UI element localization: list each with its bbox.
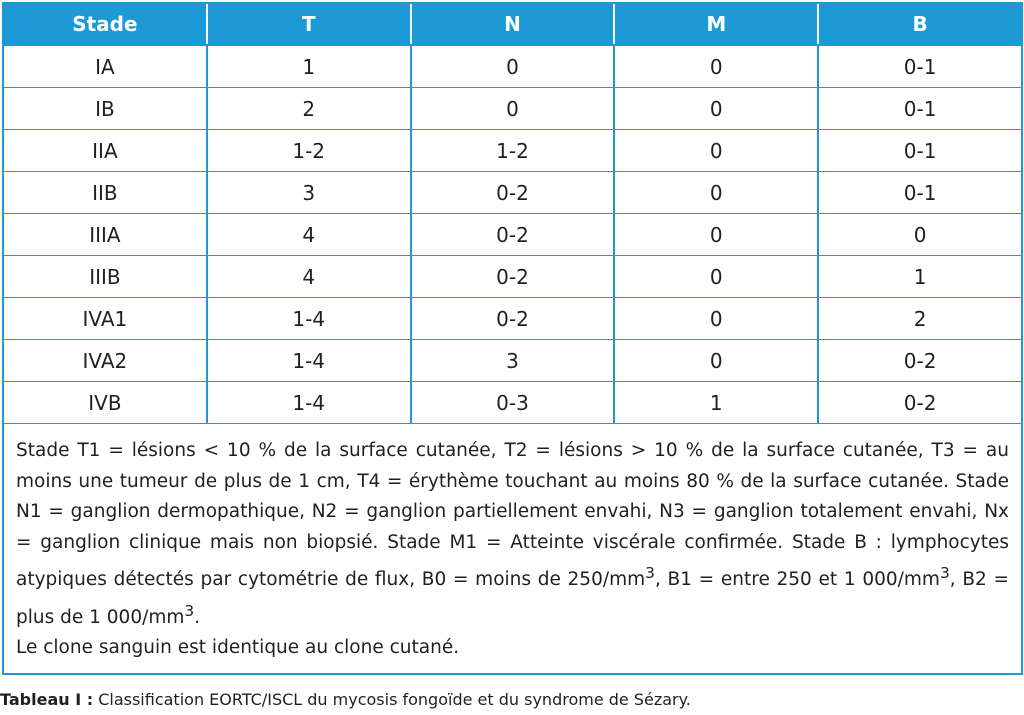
cell-stade: IIA xyxy=(4,130,208,171)
notes-line: Le clone sanguin est identique au clone cutané. xyxy=(16,637,460,659)
table-row xyxy=(4,88,1021,130)
cell-n: 0-2 xyxy=(412,172,616,213)
table-row xyxy=(4,298,1021,340)
table-row xyxy=(4,256,1021,298)
table-caption xyxy=(0,690,691,709)
cell-b: 0-1 xyxy=(903,96,937,121)
cell-b: 0-1 xyxy=(903,54,937,79)
cell-b: 0-1 xyxy=(903,138,937,163)
cell-t: 1-4 xyxy=(208,340,412,381)
cell-n: 1-2 xyxy=(412,130,616,171)
cell-n: 0-2 xyxy=(412,214,616,255)
superscript: 3 xyxy=(184,601,195,620)
table-row xyxy=(4,46,1021,88)
caption-text: Classification EORTC/ISCL du mycosis fongoïde et du syndrome de Sézary. xyxy=(93,690,691,709)
table-row xyxy=(4,214,1021,256)
cell-n: 0 xyxy=(412,46,616,87)
cell-b: 0-2 xyxy=(903,390,937,415)
notes-text: Stade T1 = lésions < 10 % de la surface cutanée, T2 = lésions > 10 % de la surface cutanée, T3 = au moins une tumeur de plus de 1 cm, T4 = érythème touchant au moins 80 % de la surface cutanée. Stade N1 = ganglion dermopathique, N2 = ganglion partiellement envahi, N3 = ganglion totalement envahi, Nx = ganglion clinique mais non biopsié. Stade M1 = Atteinte viscérale confirmée. Stade B : lymphocytes atypiques détectés par cytométrie de flux, B0 = moins de 250/mm xyxy=(16,440,1009,591)
header-cell-m: M xyxy=(615,4,819,44)
cell-m: 1 xyxy=(615,382,819,423)
cell-n: 0 xyxy=(412,88,616,129)
notes-paragraph xyxy=(16,436,1009,633)
cell-m: 0 xyxy=(615,256,819,297)
cell-m: 0 xyxy=(615,298,819,339)
cell-m: 0 xyxy=(615,46,819,87)
cell-m: 0 xyxy=(615,130,819,171)
cell-m: 0 xyxy=(615,88,819,129)
table-notes xyxy=(4,424,1021,673)
notes-text: . xyxy=(194,606,201,628)
header-cell-b: B xyxy=(912,12,928,36)
table-row xyxy=(4,382,1021,424)
cell-t: 1-4 xyxy=(208,382,412,423)
cell-stade: IB xyxy=(4,88,208,129)
cell-t: 4 xyxy=(208,256,412,297)
cell-t: 1 xyxy=(208,46,412,87)
cell-m: 0 xyxy=(615,214,819,255)
cell-m: 0 xyxy=(615,340,819,381)
notes-text: , B2 = plus de 1 000/mm xyxy=(16,569,1009,628)
cell-b: 0-2 xyxy=(903,348,937,373)
table-header-row xyxy=(4,4,1021,46)
superscript: 3 xyxy=(645,564,655,582)
notes-text: , B1 = entre 250 et 1 000/mm xyxy=(654,569,940,591)
superscript: 3 xyxy=(939,564,950,582)
cell-b: 0 xyxy=(913,222,927,247)
cell-stade: IIIB xyxy=(4,256,208,297)
cell-m: 0 xyxy=(615,172,819,213)
cell-t: 1-4 xyxy=(208,298,412,339)
cell-n: 0-2 xyxy=(412,298,616,339)
cell-stade: IIIA xyxy=(4,214,208,255)
header-cell-t: T xyxy=(208,4,412,44)
cell-t: 1-2 xyxy=(208,130,412,171)
cell-t: 2 xyxy=(208,88,412,129)
staging-table xyxy=(2,2,1023,675)
cell-b: 0-1 xyxy=(903,180,937,205)
cell-n: 0-3 xyxy=(412,382,616,423)
header-cell-stade: Stade xyxy=(4,4,208,44)
cell-b: 2 xyxy=(913,306,927,331)
cell-n: 0-2 xyxy=(412,256,616,297)
cell-stade: IVA2 xyxy=(4,340,208,381)
table-row xyxy=(4,340,1021,382)
header-cell-n: N xyxy=(412,4,616,44)
table-row xyxy=(4,130,1021,172)
cell-n: 3 xyxy=(412,340,616,381)
table-row xyxy=(4,172,1021,214)
cell-t: 4 xyxy=(208,214,412,255)
cell-stade: IVA1 xyxy=(4,298,208,339)
cell-b: 1 xyxy=(913,264,927,289)
cell-stade: IA xyxy=(4,46,208,87)
cell-stade: IIB xyxy=(4,172,208,213)
caption-label: Tableau I : xyxy=(0,690,94,709)
cell-stade: IVB xyxy=(4,382,208,423)
cell-t: 3 xyxy=(208,172,412,213)
